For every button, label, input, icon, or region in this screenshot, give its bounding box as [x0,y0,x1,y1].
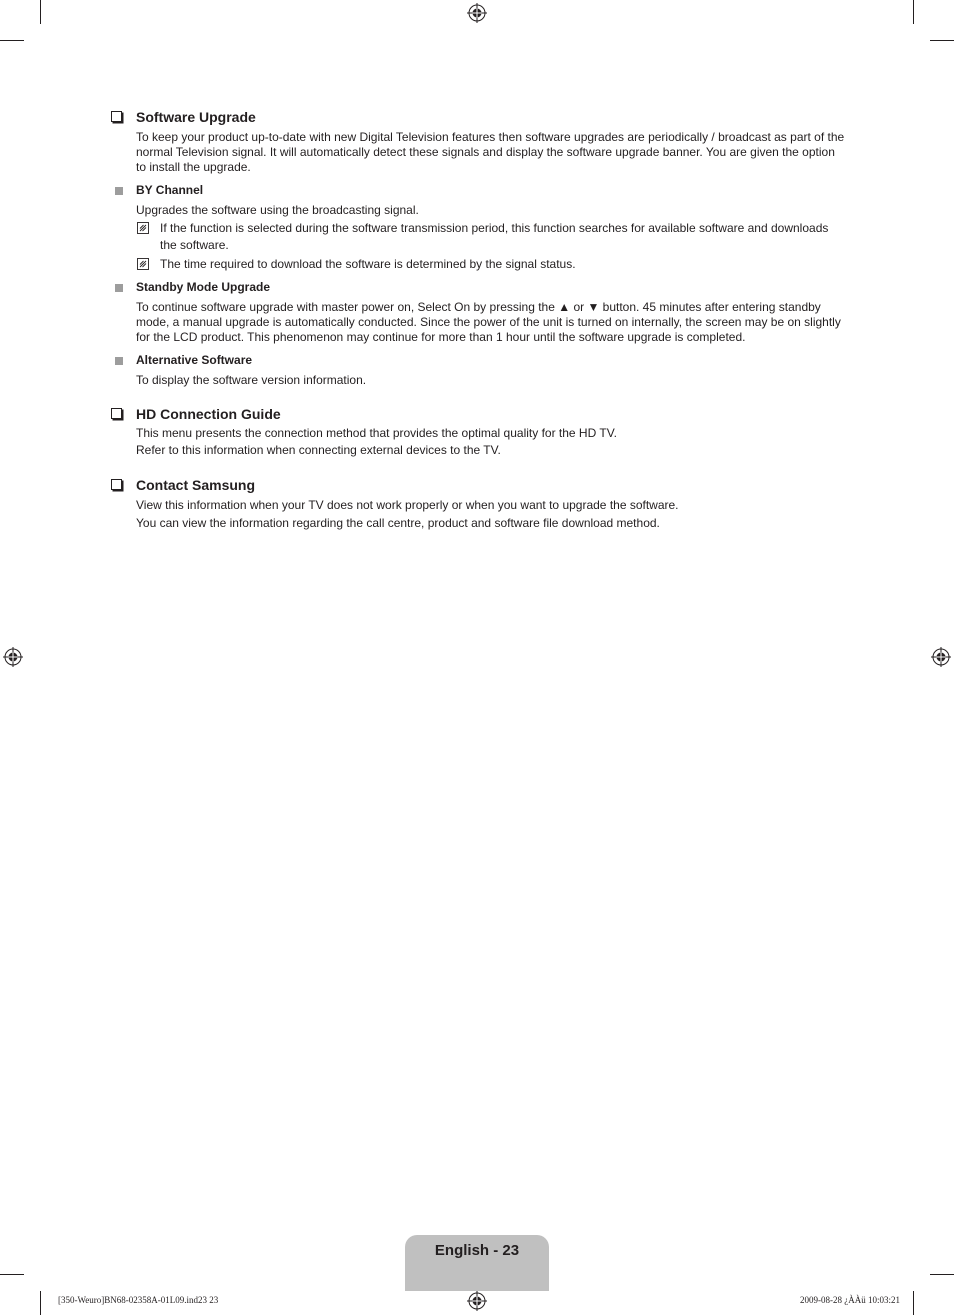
subsection-title-text: Standby Mode Upgrade [136,280,271,294]
section-paragraph: This menu presents the connection method that provides the optimal quality for the HD TV. [136,426,617,440]
note-icon [137,258,149,270]
note-text: The time required to download the software is determined by the signal status. [160,257,576,271]
registration-mark-icon [467,1291,487,1311]
section-title-text: HD Connection Guide [136,406,281,422]
page-content [111,106,846,532]
subsection-title-text: Alternative Software [136,353,253,367]
note-icon [137,222,149,234]
subsection-title-standby-mode-upgrade [111,280,846,295]
checkbox-bullet-icon [111,479,122,490]
crop-mark-bottom-left-v [40,1291,41,1315]
square-bullet-icon [115,357,123,365]
crop-mark-top-left-v [40,0,41,24]
print-slug-right: 2009-08-28 ¿ÀÀü 10:03:21 [800,1295,900,1305]
crop-mark-top-left-h [0,40,24,41]
section-paragraph: You can view the information regarding the call centre, product and software file download method. [136,516,660,530]
section-title-text: Software Upgrade [136,109,256,125]
crop-mark-top-right-h [930,40,954,41]
subsection-text: Upgrades the software using the broadcasting signal. [136,203,419,217]
section-title-contact-samsung [111,476,846,494]
registration-mark-icon [3,647,23,667]
section-paragraph: View this information when your TV does not work properly or when you want to upgrade the software. [136,498,679,512]
subsection-text: To continue software upgrade with master power on, Select On by pressing the ▲ or ▼ button. 45 minutes after entering standby mode, a manual upgrade is automatically conducted. Since the power of the unit is turned on internally, the screen may be on slightly for the LCD product. This phenomenon may continue for more than 1 hour until the software upgrade is completed. [136,300,841,344]
subsection-title-by-channel [111,183,846,198]
checkbox-bullet-icon [111,408,122,419]
note-item [111,256,846,273]
square-bullet-icon [115,187,123,195]
section-paragraph: To keep your product up-to-date with new Digital Television features then software upgrades are periodically / broadcast as part of the normal Television signal. It will automatically detect these signals and display the software upgrade banner. You are given the option to install the upgrade. [136,130,845,174]
subsection-title-alternative-software [111,353,846,368]
section-paragraph: Refer to this information when connecting external devices to the TV. [136,443,501,457]
crop-mark-bottom-right-v [913,1291,914,1315]
section-title-text: Contact Samsung [136,477,256,493]
crop-mark-top-right-v [913,0,914,24]
print-slug-left: [350-Weuro]BN68-02358A-01L09.ind23 23 [58,1295,219,1305]
section-title-software-upgrade [111,108,846,126]
square-bullet-icon [115,284,123,292]
section-title-hd-connection-guide [111,405,846,423]
note-text: If the function is selected during the software transmission period, this function searches for available software and downloads the software. [160,221,829,252]
subsection-text: To display the software version information. [136,373,367,387]
page-number-label: English - 23 [434,1242,520,1259]
checkbox-bullet-icon [111,111,122,122]
crop-mark-bottom-left-h [0,1274,24,1275]
registration-mark-icon [931,647,951,667]
registration-mark-icon [467,3,487,23]
crop-mark-bottom-right-h [930,1274,954,1275]
note-item [111,220,846,254]
subsection-title-text: BY Channel [136,183,204,197]
